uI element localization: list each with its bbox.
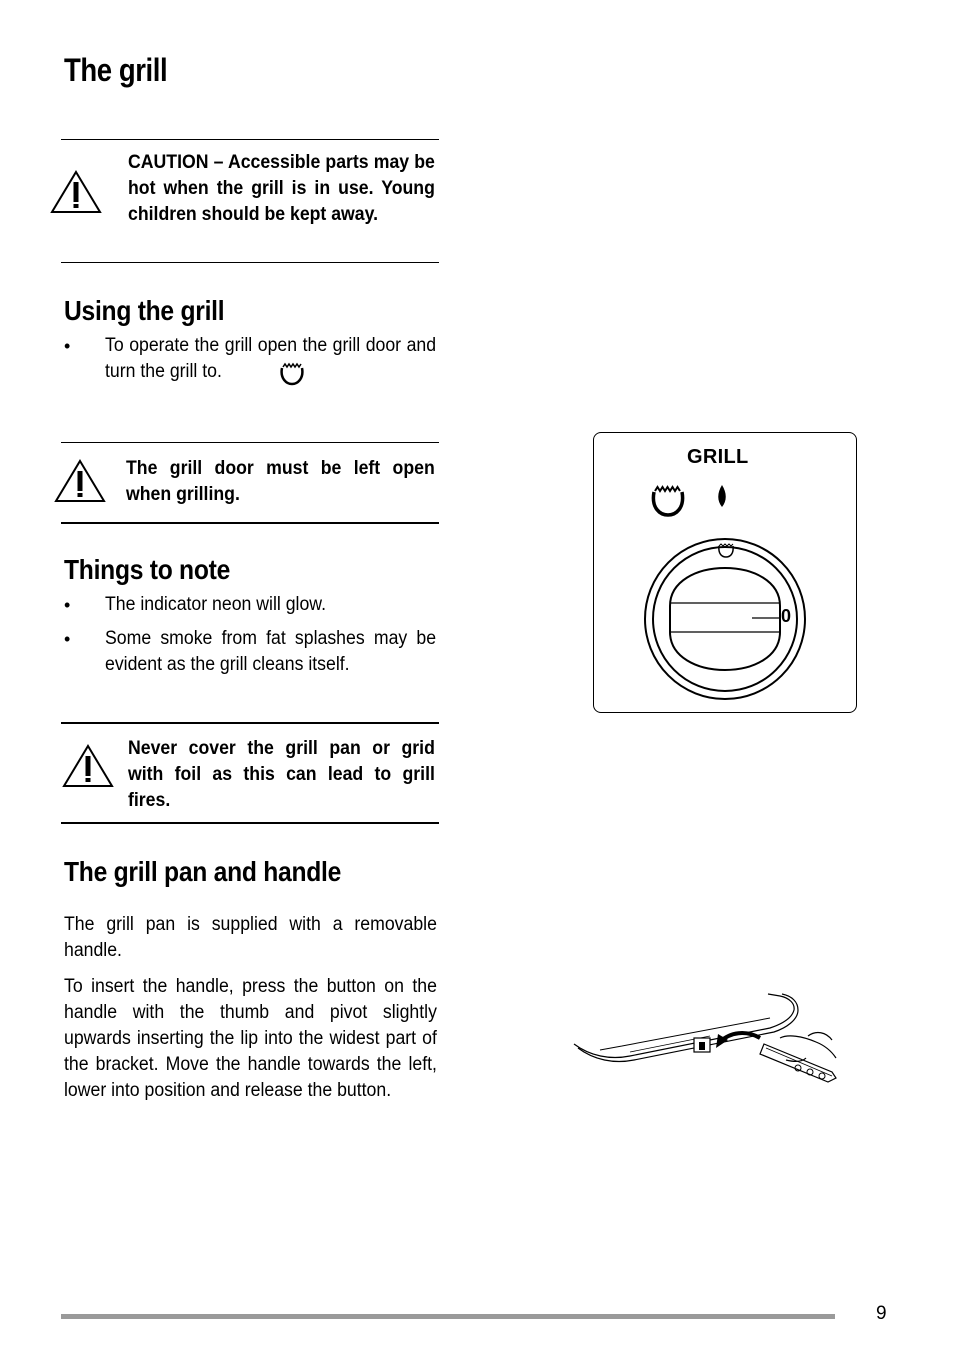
warning-triangle-icon (62, 744, 114, 788)
bullet-marker: • (64, 336, 71, 356)
divider (61, 442, 439, 443)
warning-triangle-icon (54, 459, 106, 503)
grill-pan-handle-illustration (570, 990, 845, 1090)
divider (61, 262, 439, 263)
note-item: The indicator neon will glow. (105, 594, 327, 615)
bullet-marker: • (64, 595, 71, 615)
warning-triangle-icon (50, 170, 102, 214)
divider (61, 139, 439, 140)
flame-icon (714, 484, 730, 508)
using-bullet-text: To operate the grill open the grill door and turn the grill to. (105, 335, 437, 382)
divider (61, 722, 439, 724)
pan-paragraph: The grill pan is supplied with a removable handle. (64, 914, 437, 961)
caution-text: CAUTION – Accessible parts may be hot when the grill is in use. Young children should be kept away. (128, 152, 435, 225)
knob-off-mark: 0 (781, 606, 792, 626)
door-open-warning-text: The grill door must be left open when grilling. (126, 458, 435, 505)
footer-rule (61, 1314, 835, 1319)
control-panel-label: GRILL (687, 446, 749, 468)
section-heading-notes: Things to note (64, 554, 231, 585)
divider (61, 822, 439, 824)
grill-symbol-icon (648, 484, 688, 518)
divider (61, 522, 439, 524)
bullet-marker: • (64, 629, 71, 649)
section-heading-using: Using the grill (64, 295, 225, 326)
section-heading-pan: The grill pan and handle (64, 856, 342, 887)
page-number: 9 (876, 1303, 887, 1324)
pan-paragraph: To insert the handle, press the button on the handle with the thumb and pivot slightly upwards inserting the lip into the widest part of the bracket. Move the handle towards the left, lower into position and release the button. (64, 976, 437, 1101)
foil-warning-text: Never cover the grill pan or grid with foil as this can lead to grill fires. (128, 738, 435, 811)
grill-symbol-icon (278, 362, 306, 386)
note-item: Some smoke from fat splashes may be evident as the grill cleans itself. (105, 628, 437, 675)
page-title: The grill (64, 52, 168, 88)
